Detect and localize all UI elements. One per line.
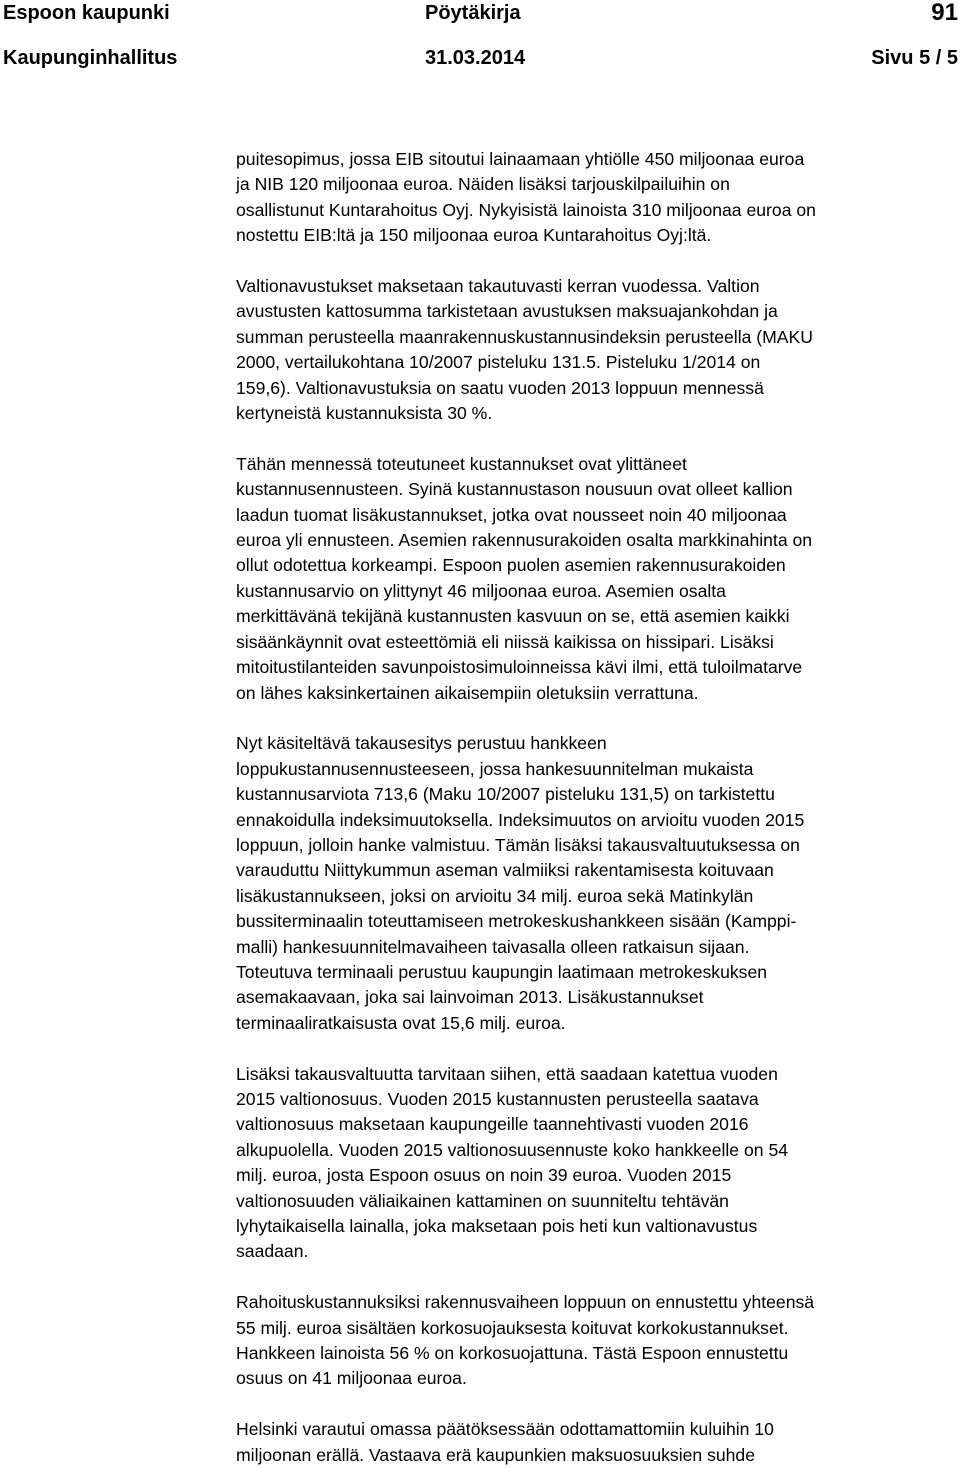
- document-header: [0, 0, 960, 80]
- paragraph-financing-costs: Rahoituskustannuksiksi rakennusvaiheen loppuun on ennustettu yhteensä 55 milj. euroa sisältäen korkosuojauksesta koituvat korkokustannukset. Hankkeen lainoista 56 % on korkosuojattuna. Tästä Espoon ennustettu osuus on 41 miljoonaa euroa.: [236, 1292, 815, 1389]
- document-body: [236, 147, 958, 1468]
- meeting-date: 31.03.2014: [425, 47, 526, 69]
- governing-body: Kaupunginhallitus: [3, 47, 178, 69]
- page-number: Sivu 5 / 5: [871, 47, 958, 69]
- paragraph-helsinki-reserve: Helsinki varautui omassa päätöksessään odottamattomiin kuluihin 10 miljoonan erällä. Vastaava erä kaupunkien maksuosuuksien suhde: [236, 1419, 774, 1465]
- paragraph-cost-overrun: Tähän mennessä toteutuneet kustannukset ovat ylittäneet kustannusennusteen. Syinä kustannustason nousuun ovat olleet kallion laadun tuomat lisäkustannukset, jotka ovat nousseet noin 40 miljoonaa euroa yli ennusteen. Asemien rakennusurakoiden osalta markkinahinta on ollut odotettua korkeampi. Espoon puolen asemien rakennusurakoiden kustannusarvio on ylittynyt 46 miljoonaa euroa. Asemien osalta merkittävänä tekijänä kustannusten kasvuun on se, että asemien kaikki sisäänkäynnit ovat esteettömiä eli niissä kaikissa on hissipari. Lisäksi mitoitustilanteiden savunpoistosimuloinneissa kävi ilmi, että tuloilmatarve on lähes kaksinkertainen aikaisempiin oletuksiin verrattuna.: [236, 453, 813, 703]
- paragraph-state-share-2015: Lisäksi takausvaltuutta tarvitaan siihen, että saadaan katettua vuoden 2015 valtionosuus. Vuoden 2015 kustannusten perusteella saatava valtionosuus maksetaan kaupungeille taannehtivasti vuoden 2016 alkupuolella. Vuoden 2015 valtionosuusennuste koko hankkeelle on 54 milj. euroa, josta Espoon osuus on noin 39 euroa. Vuoden 2015 valtionosuuden väliaikainen kattaminen on suunniteltu tehtävän lyhytaikaisella lainalla, joka maksetaan pois heti kun valtionavustus saadaan.: [236, 1063, 789, 1262]
- document-type: Pöytäkirja: [425, 2, 521, 24]
- city-name: Espoon kaupunki: [3, 2, 170, 24]
- paragraph-guarantee-proposal: Nyt käsiteltävä takausesitys perustuu hankkeen loppukustannusennusteeseen, jossa hankesuunnitelman mukaista kustannusarviota 713,6 (Maku 10/2007 pisteluku 131,5) on tarkistettu ennakoidulla indeksimuutoksella. Indeksimuutos on arvioitu vuoden 2015 loppuun, jolloin hanke valmistuu. Tämän lisäksi takausvaltuutuksessa on varauduttu Niittykummun aseman valmiiksi rakentamisesta koituvaan lisäkustannukseen, joksi on arvioitu 34 milj. euroa sekä Matinkylän bussiterminaalin toteuttamiseen metrokeskushankkeen sisään (Kamppi- malli) hankesuunnitelmavaiheen taivasalla olleen ratkaisun sijaan. Toteutuva terminaali perustuu kaupungin laatimaan metrokeskuksen asemakaavaan, joka sai lainvoiman 2013. Lisäkustannukset terminaaliratkaisusta ovat 15,6 milj. euroa.: [236, 733, 805, 1033]
- paragraph-loan-agreement: puitesopimus, jossa EIB sitoutui lainaamaan yhtiölle 450 miljoonaa euroa ja NIB 120 miljoonaa euroa. Näiden lisäksi tarjouskilpailuihin on osallistunut Kuntarahoitus Oyj. Nykyisistä lainoista 310 miljoonaa euroa on nostettu EIB:ltä ja 150 miljoonaa euroa Kuntarahoitus Oyj:ltä.: [236, 149, 816, 246]
- section-number: 91: [931, 0, 958, 26]
- paragraph-state-subsidies: Valtionavustukset maksetaan takautuvasti kerran vuodessa. Valtion avustusten kattosumma tarkistetaan avustuksen maksuajankohdan ja summan perusteella maanrakennuskustannusindeksin perusteella (MAKU 2000, vertailukohtana 10/2007 pisteluku 131.5. Pisteluku 1/2014 on 159,6). Valtionavustuksia on saatu vuoden 2013 loppuun mennessä kertyneistä kustannuksista 30 %.: [236, 276, 813, 424]
